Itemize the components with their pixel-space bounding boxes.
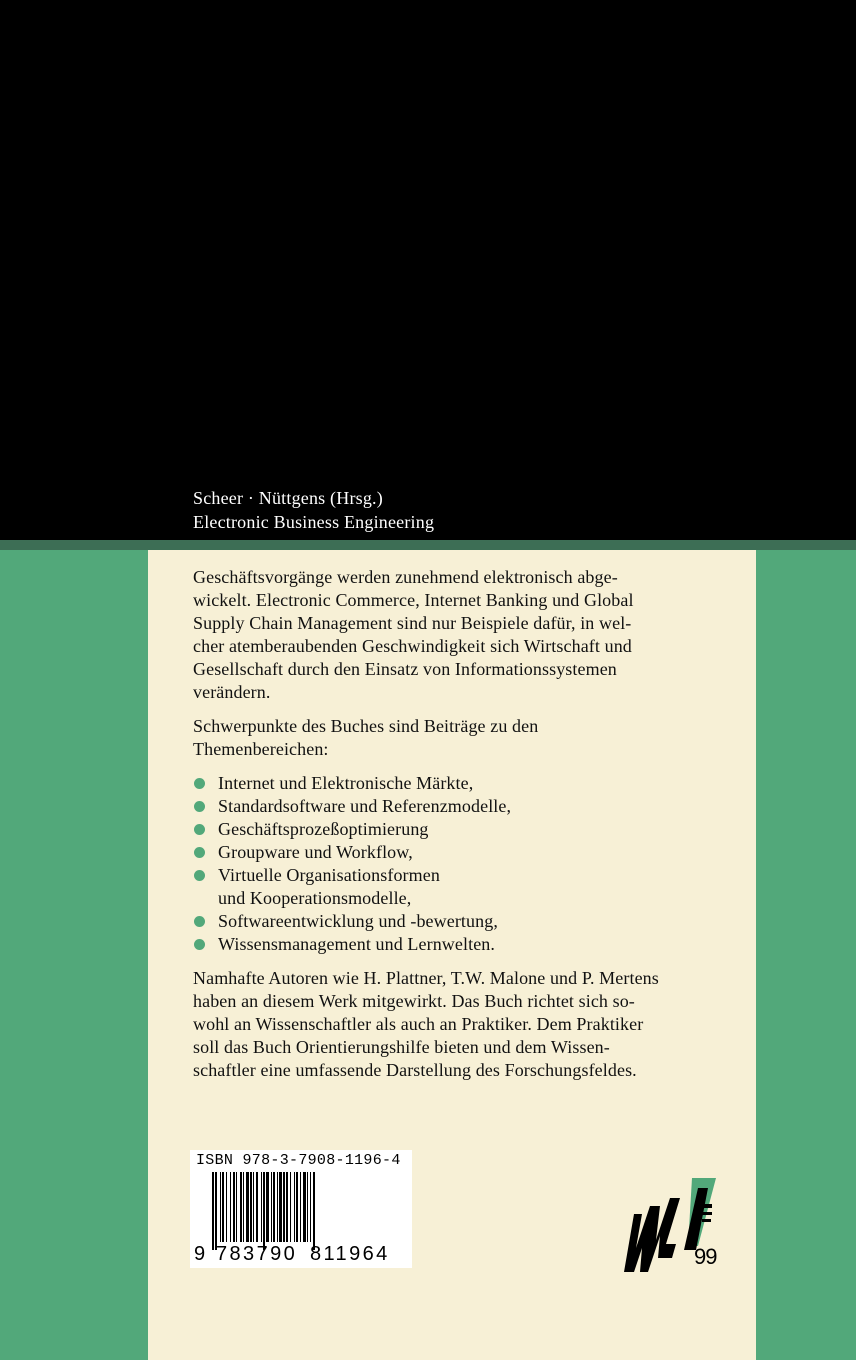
intro-line: cher atemberaubenden Geschwindigkeit sich Wirtschaft und [193,636,632,656]
barcode-digits-left: 783790 [216,1243,298,1265]
barcode-digit-first: 9 [194,1243,206,1265]
focus-paragraph [193,715,738,761]
closing-line: haben an diesem Werk mitgewirkt. Das Buch richtet sich so- [193,991,635,1011]
topic-item: Internet und Elektronische Märkte, [193,772,738,795]
topics-list [193,772,738,956]
topic-item: Virtuelle Organisationsformen und Kooperationsmodelle, [193,864,738,910]
intro-line: verändern. [193,682,271,702]
topic-item: Geschäftsprozeßoptimierung [193,818,738,841]
topic-item: Groupware und Workflow, [193,841,738,864]
divider-stripe [0,540,856,550]
bullet-dot-icon [194,778,205,789]
isbn-label: ISBN 978-3-7908-1196-4 [196,1152,401,1169]
logo-number: 99 [694,1244,717,1269]
focus-line: Themenbereichen: [193,739,329,759]
intro-line: Supply Chain Management sind nur Beispiele dafür, in wel- [193,613,632,633]
topic-item: Softwareentwicklung und -bewertung, [193,910,738,933]
focus-line: Schwerpunkte des Buches sind Beiträge zu den [193,716,539,736]
isbn-barcode [190,1150,412,1268]
bullet-dot-icon [194,939,205,950]
bullet-dot-icon [194,824,205,835]
bullet-dot-icon [194,801,205,812]
editors-line: Scheer · Nüttgens (Hrsg.) [193,488,383,508]
back-cover-blurb [193,566,738,1093]
topic-item: Wissensmanagement und Lernwelten. [193,933,738,956]
intro-line: wickelt. Electronic Commerce, Internet Banking und Global [193,590,634,610]
bullet-dot-icon [194,916,205,927]
cover-header [193,486,434,534]
intro-line: Geschäftsvorgänge werden zunehmend elektronisch abge- [193,567,618,587]
closing-line: wohl an Wissenschaftler als auch an Praktiker. Dem Praktiker [193,1014,644,1034]
book-title: Electronic Business Engineering [193,512,435,532]
closing-paragraph [193,967,738,1082]
cover-top-black-area [0,0,856,540]
bullet-dot-icon [194,847,205,858]
barcode-digits-right: 811964 [310,1243,390,1265]
closing-line: Namhafte Autoren wie H. Plattner, T.W. Malone und P. Mertens [193,968,659,988]
intro-line: Gesellschaft durch den Einsatz von Informationssystemen [193,659,617,679]
topic-item: Standardsoftware und Referenzmodelle, [193,795,738,818]
closing-line: schaftler eine umfassende Darstellung des Forschungsfeldes. [193,1060,637,1080]
intro-paragraph [193,566,738,704]
closing-line: soll das Buch Orientierungshilfe bieten und dem Wissen- [193,1037,610,1057]
bullet-dot-icon [194,870,205,881]
